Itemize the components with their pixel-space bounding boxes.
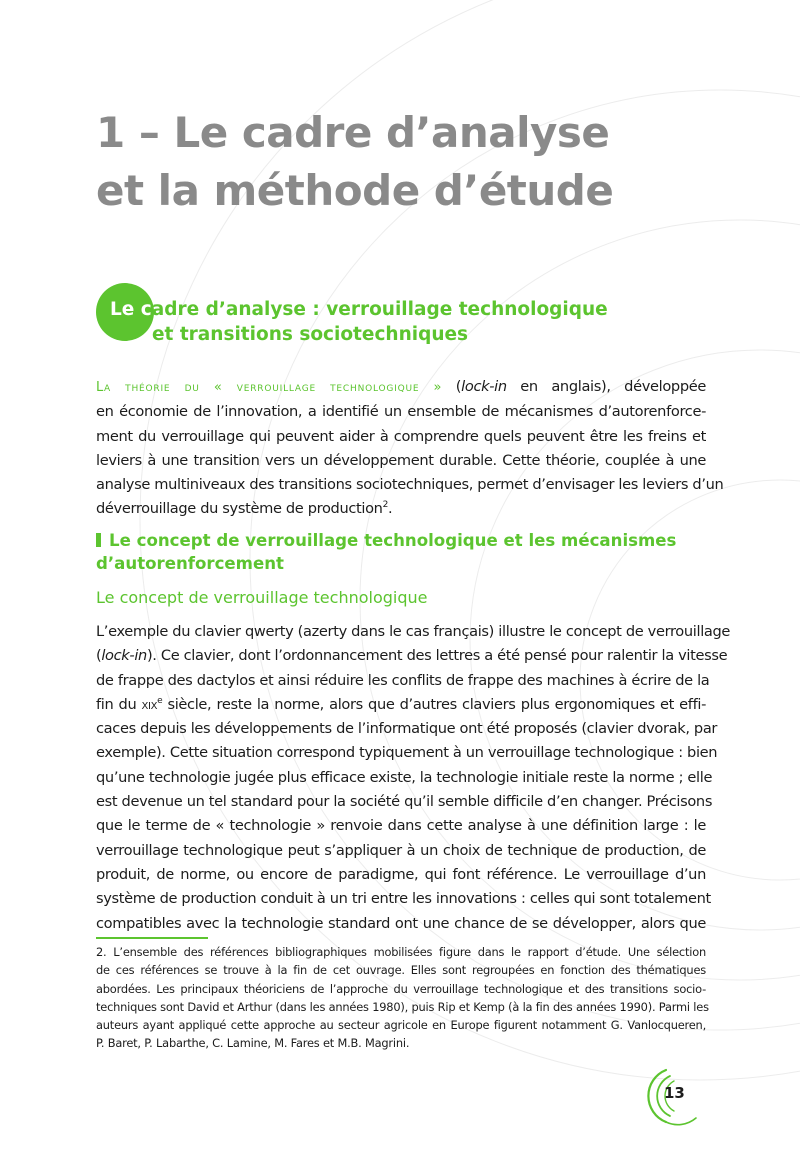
intro-l6-text: déverrouillage du système de production bbox=[96, 500, 383, 518]
footnote-line-2: de ces références se trouve à la fin de cet ouvrage. Elles sont regroupées en fonction des thématiques bbox=[96, 963, 706, 978]
body-l2-open: ( bbox=[96, 647, 102, 665]
subsubsection-heading: Le concept de verrouillage technologique bbox=[96, 588, 428, 607]
footnote-divider bbox=[96, 937, 208, 939]
intro-line-5: analyse multiniveaux des transitions sociotechniques, permet d’envisager les leviers d’un bbox=[96, 476, 724, 494]
subsection-title-line-1: Le concept de verrouillage technologique et les mécanismes bbox=[109, 531, 677, 550]
body-l4-b: siècle, reste la norme, alors que d’autres claviers plus ergonomiques et effi- bbox=[162, 695, 706, 713]
footnote-ref-2[interactable]: 2 bbox=[382, 500, 388, 511]
section-title-rest: adre d’analyse : verrouillage technologique bbox=[151, 299, 608, 320]
body-l2-rest: ). Ce clavier, dont l’ordonnancement des lettres a été pensé pour ralentir la vitesse bbox=[146, 647, 728, 665]
intro-l6-end: . bbox=[387, 500, 393, 518]
body-line-11: produit, de norme, ou encore de paradigme, qui font référence. Le verrouillage d’un bbox=[96, 865, 706, 883]
footnote-line-6: P. Baret, P. Labarthe, C. Lamine, M. Fares et M.B. Magrini. bbox=[96, 1036, 410, 1051]
page-number: 13 bbox=[664, 1084, 685, 1102]
intro-l1-open: ( bbox=[442, 378, 462, 395]
footnote-line-4: techniques sont David et Arthur (dans les années 1980), puis Rip et Kemp (à la fin des années 1990). Parmi les bbox=[96, 999, 709, 1014]
page-number-badge bbox=[644, 1064, 708, 1128]
section-heading bbox=[96, 283, 696, 353]
intro-l1-rest: en anglais), développée bbox=[506, 378, 706, 395]
body-line-6: exemple). Cette situation correspond typiquement à un verrouillage technologique : bien bbox=[96, 744, 718, 762]
intro-line-3: ment du verrouillage qui peuvent aider à comprendre quels peuvent être les freins et bbox=[96, 427, 706, 445]
section-title-circle-part: Le c bbox=[110, 299, 152, 320]
intro-line-4: leviers à une transition vers un développement durable. Cette théorie, couplée à une bbox=[96, 451, 706, 469]
body-line-1: L’exemple du clavier qwerty (azerty dans le cas français) illustre le concept de verrouillage bbox=[96, 623, 731, 640]
section-title-line-2: et transitions sociotechniques bbox=[152, 324, 469, 345]
body-line-5: caces depuis les développements de l’informatique ont été proposés (clavier dvorak, par bbox=[96, 720, 718, 738]
intro-lock-in-italic: lock-in bbox=[461, 378, 507, 395]
body-line-10: verrouillage technologique peut s’appliquer à un choix de technique de production, de bbox=[96, 841, 706, 859]
body-century: xix bbox=[141, 696, 158, 713]
footnote bbox=[96, 943, 709, 1053]
chapter-title-line-1: 1 – Le cadre d’analyse bbox=[96, 108, 610, 157]
intro-paragraph bbox=[96, 375, 724, 522]
subsection-bar-marker bbox=[96, 533, 101, 547]
body-line-3: de frappe des dactylos et ainsi réduire les conflits de frappe des machines à écrire de la bbox=[96, 671, 710, 689]
intro-line-6 bbox=[96, 497, 706, 521]
footnote-line-1: 2. L’ensemble des références bibliographiques mobilisées figure dans le rapport d’étude. Une sélection bbox=[96, 945, 706, 959]
subsection-title-line-2: d’autorenforcement bbox=[96, 554, 284, 573]
body-line-7: qu’une technologie jugée plus efficace existe, la technologie initiale reste la norme ; elle bbox=[96, 768, 713, 786]
chapter-title-line-2: et la méthode d’étude bbox=[96, 166, 614, 215]
section-title bbox=[110, 297, 690, 347]
body-line-13: compatibles avec la technologie standard ont une chance de se développer, alors que bbox=[96, 914, 706, 932]
subsection-heading bbox=[96, 529, 706, 575]
footnote-line-3: abordées. Les principaux théoriciens de l’approche du verrouillage technologique et des transitions socio- bbox=[96, 981, 706, 996]
body-line-4 bbox=[96, 693, 706, 717]
body-line-2 bbox=[96, 644, 728, 668]
intro-line-2: en économie de l’innovation, a identifié un ensemble de mécanismes d’autorenforce- bbox=[96, 403, 706, 421]
body-l4-a: fin du bbox=[96, 695, 142, 713]
body-line-8: est devenue un tel standard pour la société qu’il semble difficile d’en changer. Précisons bbox=[96, 793, 713, 811]
body-lock-in-italic: lock-in bbox=[101, 647, 147, 665]
intro-line-1 bbox=[96, 375, 706, 400]
body-line-12: système de production conduit à un tri entre les innovations : celles qui sont totalement bbox=[96, 890, 711, 908]
body-line-9: que le terme de « technologie » renvoie dans cette analyse à une définition large : le bbox=[96, 817, 706, 835]
intro-lead-caps: La théorie du « verrouillage technologique » bbox=[96, 380, 443, 395]
footnote-line-5: auteurs ayant appliqué cette approche au secteur agricole en Europe figurent notamment G. Vanlocqueren, bbox=[96, 1018, 706, 1033]
body-century-sup: e bbox=[157, 696, 163, 707]
body-paragraph bbox=[96, 620, 731, 936]
chapter-title bbox=[96, 104, 736, 220]
